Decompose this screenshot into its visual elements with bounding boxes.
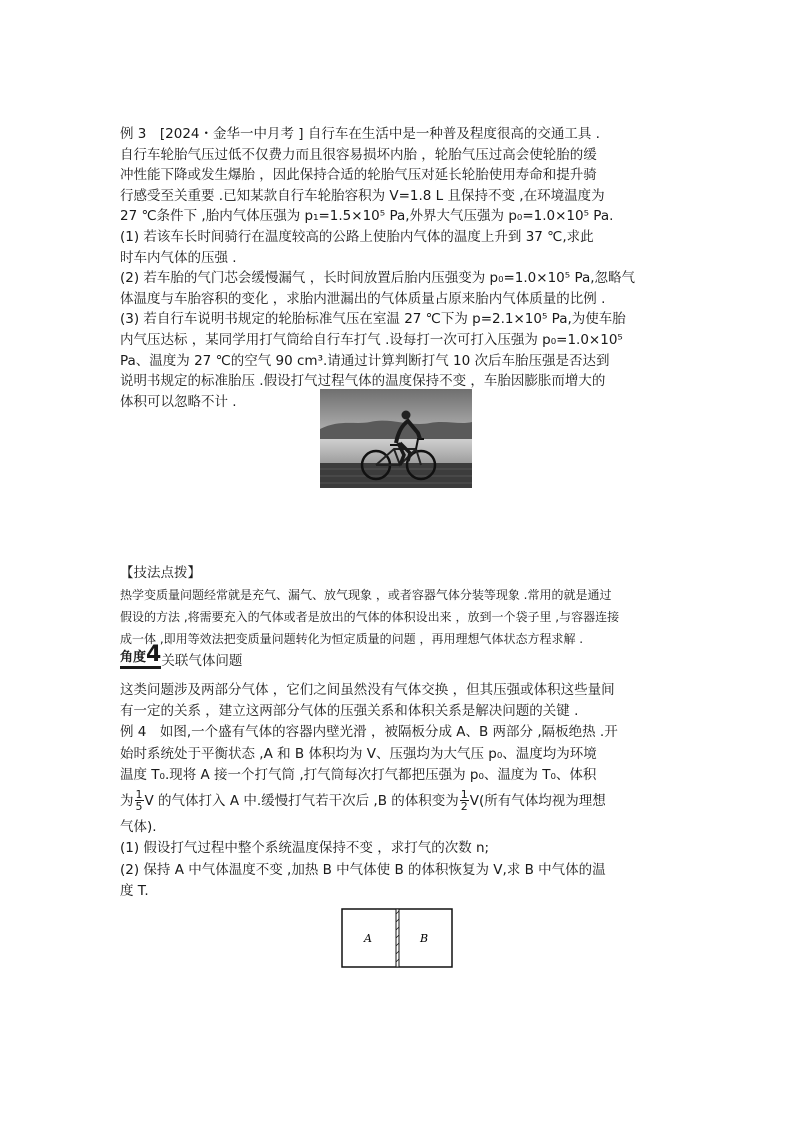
example-3-line: (2) 若车胎的气门芯会缓慢漏气 ，长时间放置后胎内压强变为 p₀=1.0×10⁵ Pa,忽略气 [120, 270, 636, 287]
tips-line: 成一体 ,即用等效法把变质量问题转化为恒定质量的问题 ，再用理想气体状态方程求解 . [120, 632, 584, 646]
example-3-line: 体温度与车胎容积的变化 ，求胎内泄漏出的气体质量占原来胎内气体质量的比例 . [120, 290, 606, 307]
section-number: 4 [146, 642, 162, 667]
example-3-line: 例 3 [2024・金华一中月考 ] 自行车在生活中是一种普及程度很高的交通工具 . [120, 126, 600, 142]
fraction-one-fifth: $\frac{1}{5}$ [135, 788, 143, 813]
example-3-line: 体积可以忽略不计 . [120, 393, 237, 410]
example-3-line: 冲性能下降或发生爆胎 ，因此保持合适的轮胎气压对延长轮胎使用寿命和提升骑 [120, 167, 597, 184]
intro-line: 有一定的关系 ，建立这两部分气体的压强关系和体积关系是解决问题的关键 . [120, 703, 579, 719]
label-b: B [419, 932, 429, 945]
example-4-text: V 的气体打入 A 中.缓慢打气若干次后 ,B 的体积变为 [144, 792, 459, 809]
example-3-line: (1) 若该车长时间骑行在温度较高的公路上使胎内气体的温度上升到 37 ℃,求此 [120, 228, 594, 245]
example-4-line: 例 4 如图,一个盛有气体的容器内壁光滑 ，被隔板分成 A、B 两部分 ,隔板绝热 .开 [120, 724, 618, 740]
example-4-line: 气体). [120, 818, 157, 835]
example-3-line: 时车内气体的压强 . [120, 249, 237, 266]
example-3-line: 自行车轮胎气压过低不仅费力而且很容易损坏内胎 ，轮胎气压过高会使轮胎的缓 [120, 146, 597, 163]
cyclist-photo [320, 389, 472, 488]
container-diagram [341, 908, 453, 972]
section-prefix: 角度 [120, 650, 147, 665]
example-4-line: 始时系统处于平衡状态 ,A 和 B 体积均为 V、压强均为大气压 p₀、温度均为环境 [120, 745, 597, 762]
intro-block [120, 680, 668, 722]
tips-heading: 【技法点拨】 [120, 565, 201, 581]
example-3-line: 说明书规定的标准胎压 .假设打气过程气体的温度保持不变 ，车胎因膨胀而增大的 [120, 373, 606, 390]
tips-block [120, 562, 668, 650]
question-2: (2) 保持 A 中气体温度不变 ,加热 B 中气体使 B 的体积恢复为 V,求 B 中气体的温 [120, 861, 606, 878]
example-3-line: 27 ℃条件下 ,胎内气体压强为 p₁=1.5×10⁵ Pa,外界大气压强为 p₀=1.0×10⁵ Pa. [120, 208, 614, 225]
section-heading [120, 642, 243, 669]
tips-line: 热学变质量问题经常就是充气、漏气、放气现象 ，或者容器气体分装等现象 .常用的就是通过 [120, 588, 612, 602]
intro-line: 这类问题涉及两部分气体 ，它们之间虽然没有气体交换 ，但其压强或体积这些量间 [120, 682, 615, 698]
example-3 [120, 124, 668, 412]
example-3-line: (3) 若自行车说明书规定的轮胎标准气压在室温 27 ℃下为 p=2.1×10⁵ Pa,为使车胎 [120, 311, 626, 328]
example-4 [120, 722, 668, 903]
example-4-text: 为 [120, 792, 134, 809]
tips-line: 假设的方法 ,将需要充入的气体或者是放出的气体的体积设出来 ，放到一个袋子里 ,与容器连接 [120, 610, 620, 624]
question-1: (1) 假设打气过程中整个系统温度保持不变 ，求打气的次数 n; [120, 840, 490, 856]
section-badge [120, 642, 162, 669]
fraction-one-half: $\frac{1}{2}$ [460, 788, 468, 813]
section-title: 关联气体问题 [161, 653, 243, 669]
example-3-line: 内气压达标 ，某同学用打气筒给自行车打气 .设每打一次可打入压强为 p₀=1.0×10⁵ [120, 331, 623, 348]
example-3-line: 行感受至关重要 .已知某款自行车轮胎容积为 V=1.8 L 且保持不变 ,在环境温度为 [120, 187, 605, 204]
label-a: A [364, 932, 372, 945]
example-4-line-fractions [120, 787, 668, 815]
example-4-text: V(所有气体均视为理想 [469, 792, 606, 809]
example-3-line: Pa、温度为 27 ℃的空气 90 cm³.请通过计算判断打气 10 次后车胎压强是否达到 [120, 352, 610, 369]
question-2-cont: 度 T. [120, 883, 149, 899]
example-4-line: 温度 T₀.现将 A 接一个打气筒 ,打气筒每次打气都把压强为 p₀、温度为 T₀、体积 [120, 767, 597, 783]
